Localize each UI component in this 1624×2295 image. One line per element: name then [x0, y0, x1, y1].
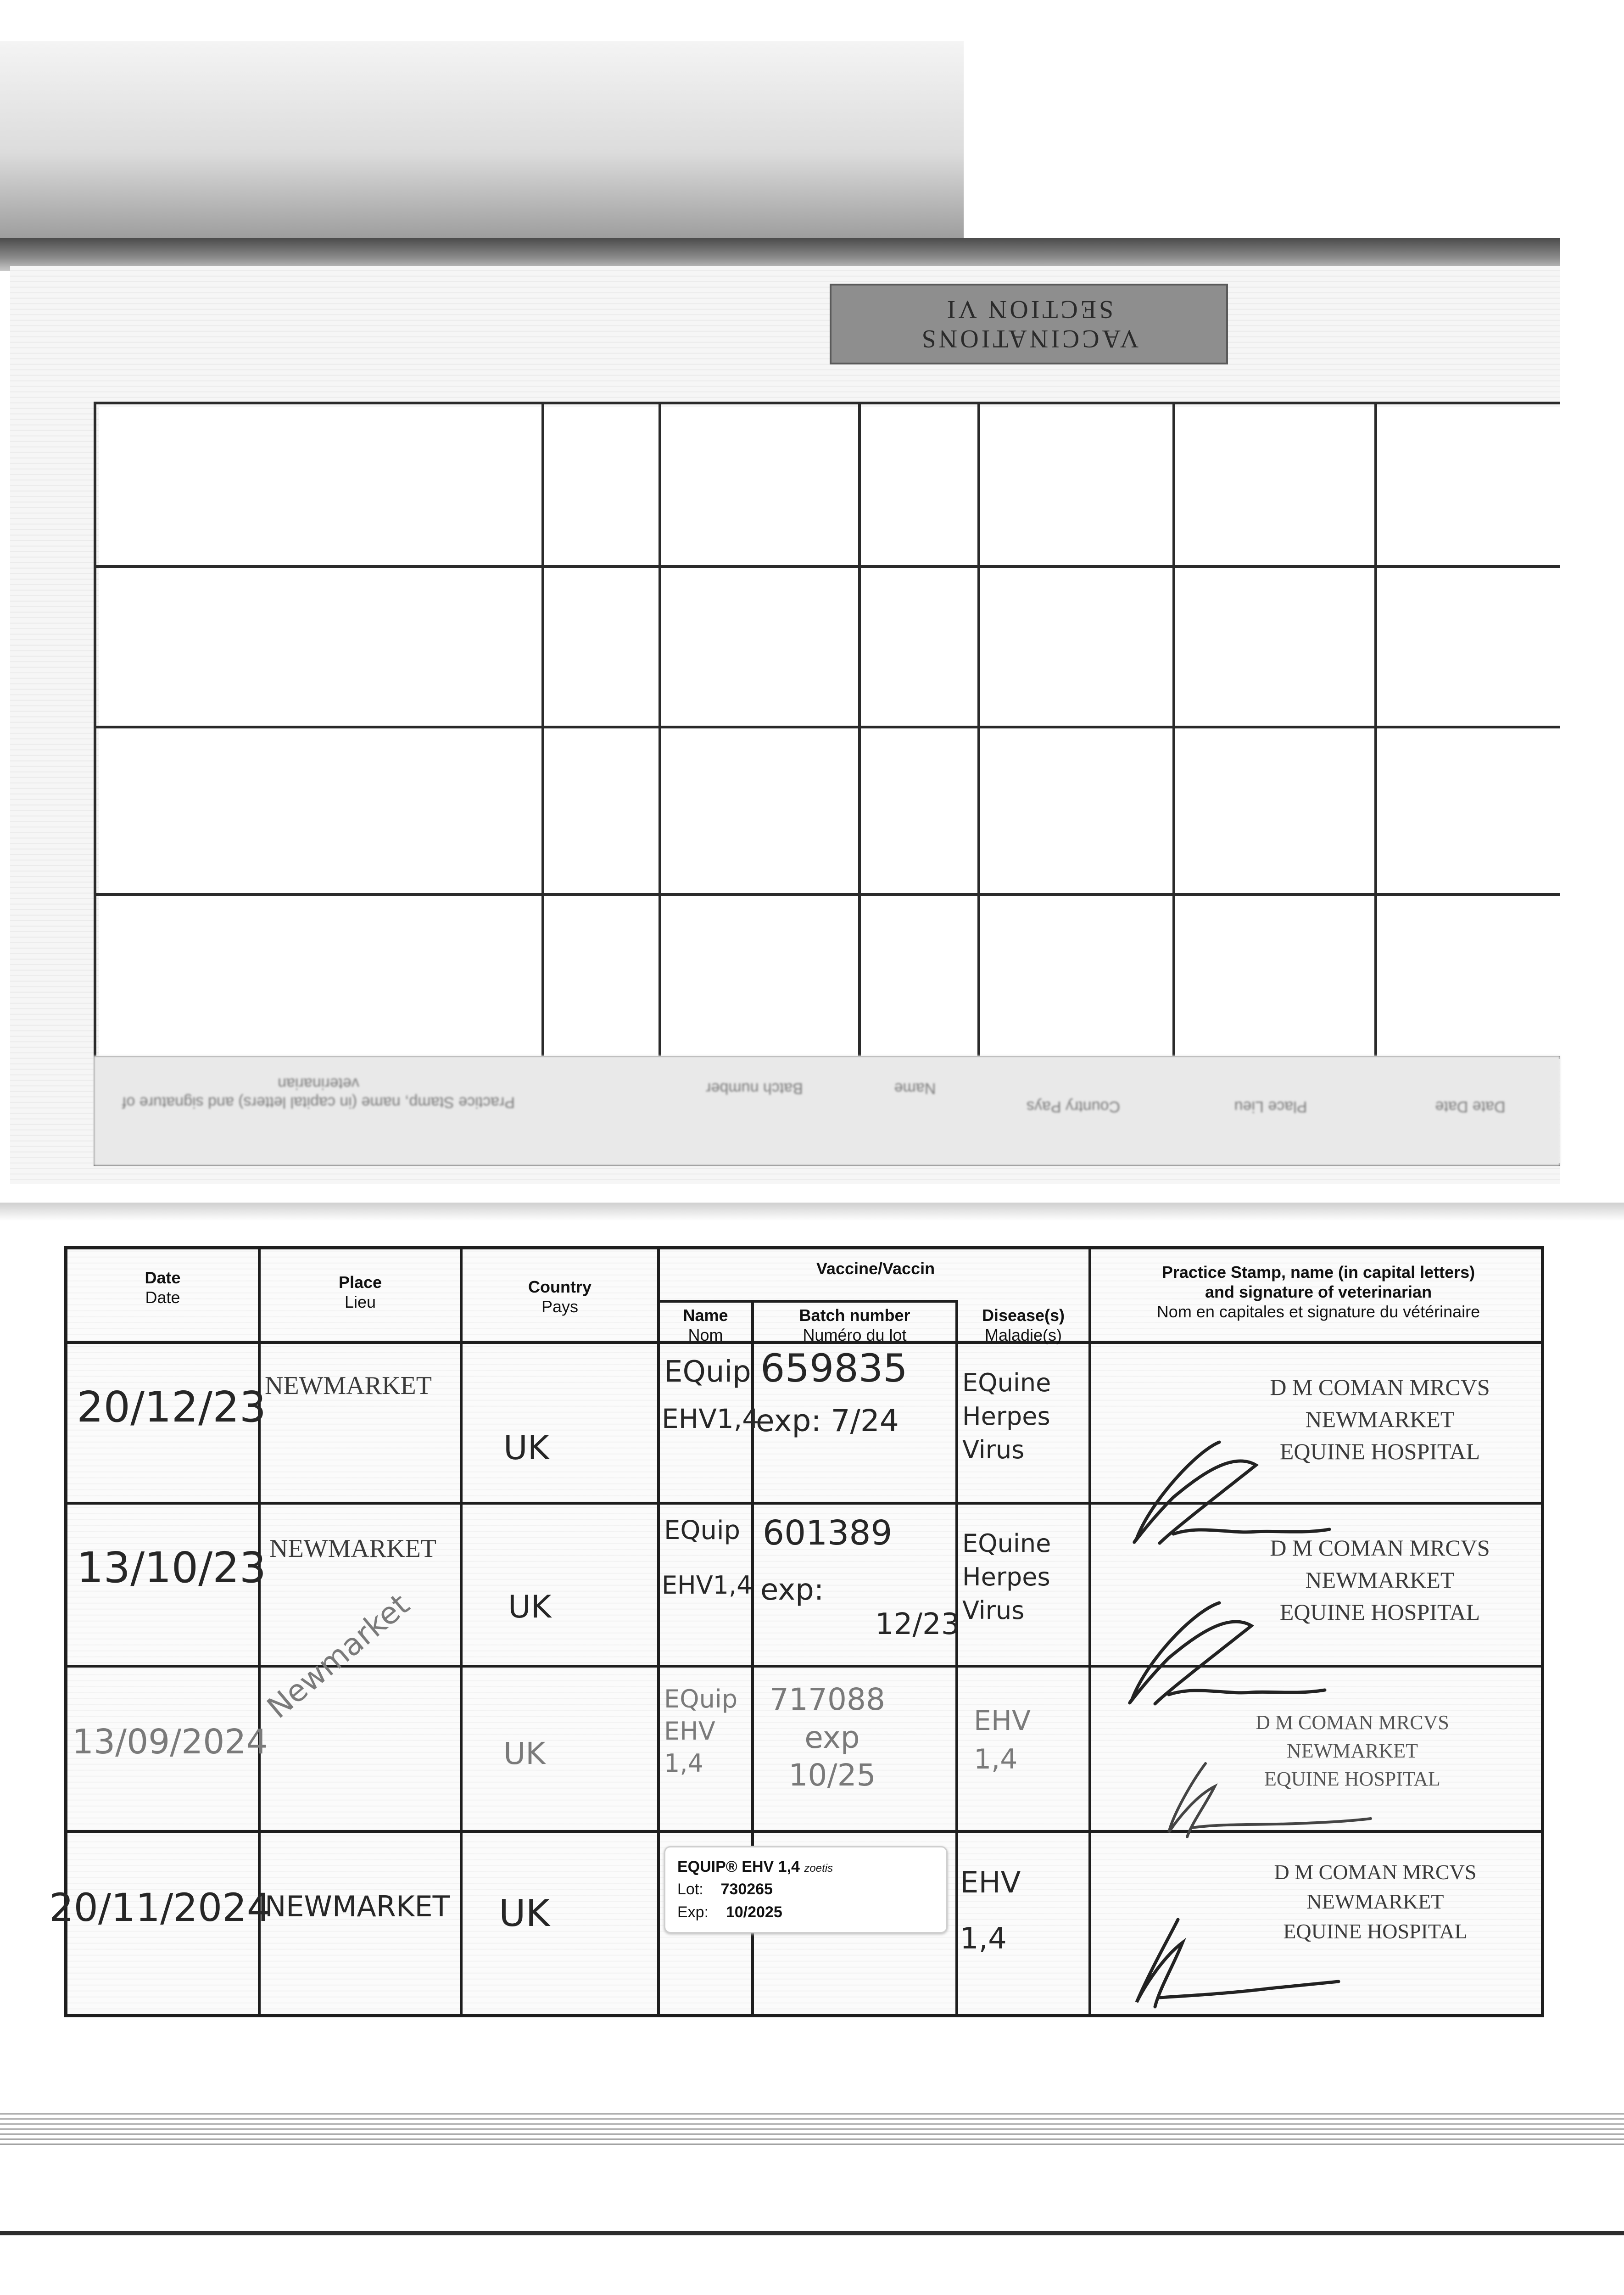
row1-date: 20/12/23	[77, 1383, 267, 1432]
header-practice-stamp: Practice Stamp, name (in capital letters) and signature of veterinarian Nom en capitales et signature du vétérinaire	[1156, 1263, 1480, 1321]
upper-col-line	[659, 404, 661, 1163]
upper-row-line	[96, 565, 1560, 568]
row1-disease: EQuine Herpes Virus	[962, 1368, 1051, 1464]
table-col-divider	[460, 1249, 463, 2014]
row2-vet-signature	[1077, 1584, 1334, 1722]
upper-footer-label: Date Date	[1435, 1097, 1506, 1115]
upper-footer-label: Country Pays	[1026, 1097, 1121, 1115]
row4-date: 20/11/2024	[49, 1885, 272, 1930]
row4-practice-stamp: D M COMAN MRCVS NEWMARKET EQUINE HOSPITAL	[1274, 1860, 1477, 1943]
row1-batch: 659835	[760, 1346, 908, 1391]
header-place: Place Lieu	[338, 1273, 382, 1312]
upper-col-line	[1172, 404, 1175, 1163]
upper-row-line	[96, 726, 1560, 728]
section-banner-subtitle: SECTION VI	[944, 295, 1114, 324]
row3-vaccine-name: EQuip EHV 1,4	[664, 1685, 738, 1778]
header-vaccine: Vaccine/Vaccin	[816, 1259, 935, 1278]
header-vaccine-name: Name Nom	[683, 1306, 728, 1345]
upper-footer-label: Batch number	[706, 1079, 803, 1097]
upper-empty-table	[94, 402, 1560, 1166]
row4-country: UK	[499, 1892, 550, 1935]
row3-batch: 717088 exp 10/25	[770, 1682, 885, 1793]
row3-place: Newmarket	[260, 1586, 416, 1725]
upper-footer-label: Name	[894, 1079, 936, 1097]
section-banner	[830, 284, 1228, 364]
row4-vet-signature	[1068, 1901, 1343, 2021]
row2-disease: EQuine Herpes Virus	[962, 1529, 1051, 1625]
section-banner-title: VACCINATIONS	[919, 325, 1139, 353]
row2-place: NEWMARKET	[269, 1534, 436, 1563]
upper-footer-label: Place Lieu	[1234, 1097, 1307, 1115]
row2-practice-stamp: D M COMAN MRCVS NEWMARKET EQUINE HOSPITAL	[1270, 1535, 1490, 1625]
vaccine-subheader-divider	[657, 1300, 958, 1303]
vaccination-table	[49, 1246, 1544, 2017]
vaccine-batch-sticker: EQUIP® EHV 1,4 zoetis Lot: 730265 Exp: 10/2025	[664, 1846, 948, 1933]
upper-col-line	[977, 404, 980, 1163]
row2-vaccine-name-2: EHV1,4	[662, 1571, 753, 1600]
row1-batch-exp: exp: 7/24	[756, 1403, 899, 1439]
row3-practice-stamp: D M COMAN MRCVS NEWMARKET EQUINE HOSPITAL	[1256, 1711, 1449, 1791]
upper-col-line	[1374, 404, 1377, 1163]
page-fold-shadow	[0, 1203, 1624, 1221]
row1-place: NEWMARKET	[265, 1371, 432, 1400]
row4-disease: EHV 1,4	[960, 1866, 1021, 1956]
row1-vaccine-name-2: EHV1,4	[662, 1403, 759, 1434]
table-col-divider	[955, 1300, 958, 2014]
table-col-divider	[657, 1249, 660, 2014]
row3-vet-signature	[1123, 1750, 1380, 1851]
upper-footer-label: Practice Stamp, name (in capital letters) and signature of veterinarian	[122, 1075, 515, 1111]
upper-row-line	[96, 893, 1560, 896]
header-date: Date Date	[145, 1268, 181, 1307]
row3-country: UK	[503, 1736, 546, 1771]
upper-col-line	[541, 404, 544, 1163]
row2-batch: 601389	[763, 1513, 893, 1553]
header-batch-number: Batch number Numéro du lot	[799, 1306, 910, 1345]
page-bottom-edge	[0, 2111, 1624, 2148]
row1-country: UK	[503, 1428, 549, 1467]
row2-date: 13/10/23	[77, 1543, 267, 1592]
upper-table-footer	[94, 1056, 1560, 1166]
header-diseases: Disease(s) Maladie(s)	[982, 1306, 1065, 1345]
row2-batch-exp: 12/23	[875, 1607, 960, 1641]
row4-place: NEWMARKET	[265, 1890, 450, 1923]
page-bottom-line	[0, 2231, 1624, 2235]
scan-top-shadow	[0, 41, 964, 243]
row3-disease: EHV 1,4	[974, 1705, 1031, 1775]
row2-vaccine-name: EQuip	[664, 1516, 741, 1545]
upper-table-body	[99, 407, 1560, 1059]
row3-date: 13/09/2024	[72, 1722, 268, 1762]
row2-country: UK	[508, 1589, 552, 1625]
row1-vaccine-name: EQuip	[664, 1355, 751, 1389]
upper-col-line	[858, 404, 861, 1163]
row1-practice-stamp: D M COMAN MRCVS NEWMARKET EQUINE HOSPITAL	[1270, 1374, 1490, 1464]
row2-batch-exp-label: exp:	[760, 1573, 824, 1607]
header-country: Country Pays	[528, 1277, 592, 1316]
